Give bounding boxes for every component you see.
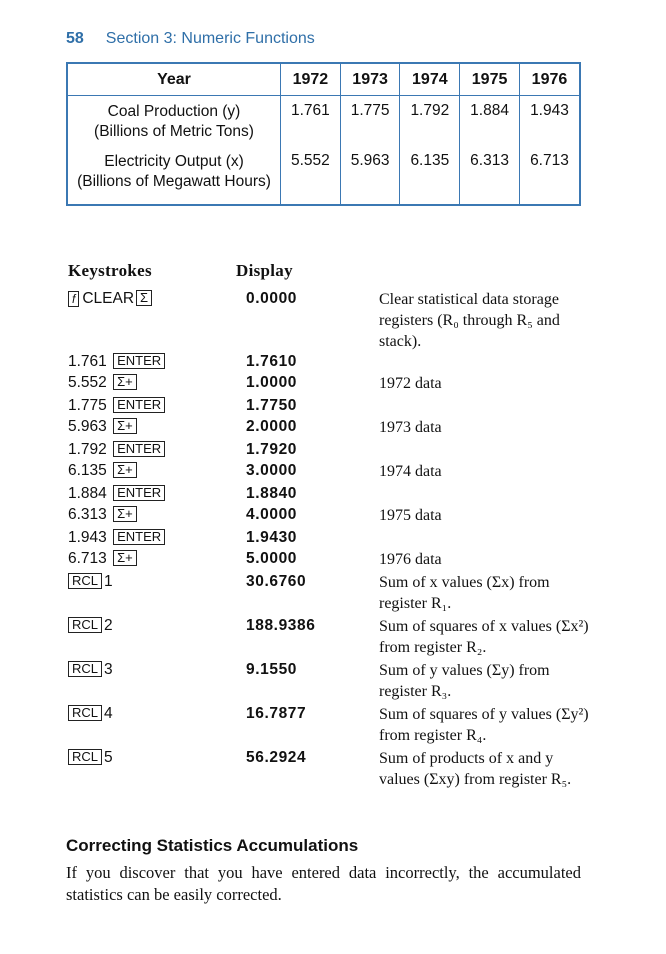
row-label-line: (Billions of Metric Tons): [94, 123, 254, 140]
row-label: [67, 96, 281, 151]
step-description: Sum of squares of y values (Σy²) from register R₄.: [379, 706, 589, 744]
table-cell: 1.792: [400, 96, 460, 151]
keystroke-cell: [68, 417, 139, 437]
display-value: 30.6760: [246, 573, 307, 590]
keystroke-cell: [68, 440, 167, 460]
table-row: [67, 96, 580, 151]
keystroke-cell: [68, 572, 113, 592]
table-cell: 5.552: [281, 150, 341, 205]
step-description: Clear statistical data storage registers (R₀ through R₅ and stack).: [379, 291, 560, 350]
step-description: 1972 data: [379, 375, 442, 392]
display-value: 1.7920: [246, 441, 298, 458]
keystroke-cell: [68, 528, 167, 548]
register-number: 1: [104, 573, 113, 590]
display-value: 56.2924: [246, 749, 307, 766]
display-value: 1.7750: [246, 397, 298, 414]
sigma-plus-key: Σ+: [113, 418, 137, 434]
display-heading: Display: [236, 261, 293, 280]
keystroke-cell: [68, 484, 167, 504]
register-number: 4: [104, 705, 113, 722]
keystroke-number: 6.313: [68, 506, 107, 523]
table-cell: 1.884: [460, 96, 520, 151]
sigma-plus-key: Σ+: [113, 462, 137, 478]
keystroke-cell: [68, 373, 139, 393]
row-label-line: (Billions of Megawatt Hours): [77, 173, 271, 190]
section-title-header: Section 3: Numeric Functions: [105, 30, 315, 47]
display-value: 1.8840: [246, 485, 298, 502]
body-paragraph: If you discover that you have entered data incorrectly, the accumulated statistics can be easily corrected.: [66, 863, 581, 904]
enter-key: ENTER: [113, 353, 165, 369]
enter-key: ENTER: [113, 529, 165, 545]
page-number: 58: [66, 30, 84, 47]
display-value: 1.0000: [246, 374, 298, 391]
year-cell: 1975: [460, 63, 520, 96]
year-cell: 1972: [281, 63, 341, 96]
row-label-line: Coal Production (y): [107, 103, 241, 120]
sigma-plus-key: Σ+: [113, 374, 137, 390]
rcl-key: RCL: [68, 705, 102, 721]
keystroke-cell: [68, 704, 113, 724]
display-value: 1.9430: [246, 529, 298, 546]
step-description: 1974 data: [379, 463, 442, 480]
year-cell: 1976: [519, 63, 580, 96]
table-cell: 6.313: [460, 150, 520, 205]
keystroke-number: 6.713: [68, 550, 107, 567]
display-value: 16.7877: [246, 705, 307, 722]
display-value: 188.9386: [246, 617, 316, 634]
keystroke-number: 1.775: [68, 397, 107, 414]
page-header: [66, 30, 315, 48]
register-number: 5: [104, 749, 113, 766]
keystroke-cell: [68, 461, 139, 481]
display-value: 2.0000: [246, 418, 298, 435]
rcl-key: RCL: [68, 661, 102, 677]
step-description: Sum of x values (Σx) from register R₁.: [379, 574, 550, 612]
step-description: 1973 data: [379, 419, 442, 436]
sigma-key: Σ: [136, 290, 152, 306]
display-value: 0.0000: [246, 290, 298, 307]
display-value: 4.0000: [246, 506, 298, 523]
data-table: [66, 62, 581, 206]
keystroke-cell: [68, 660, 113, 680]
row-label-line: Electricity Output (x): [104, 153, 244, 170]
keystroke-number: 1.761: [68, 353, 107, 370]
f-key: f: [68, 291, 79, 307]
keystroke-cell: [68, 616, 113, 636]
display-value: 3.0000: [246, 462, 298, 479]
table-cell: 6.135: [400, 150, 460, 205]
keystroke-cell: [68, 396, 167, 416]
table-cell: 5.963: [340, 150, 400, 205]
display-value: 9.1550: [246, 661, 298, 678]
rcl-key: RCL: [68, 617, 102, 633]
step-description: Sum of products of x and y values (Σxy) from register R₅.: [379, 750, 572, 788]
step-description: 1976 data: [379, 551, 442, 568]
keystroke-cell: [68, 505, 139, 525]
enter-key: ENTER: [113, 441, 165, 457]
enter-key: ENTER: [113, 397, 165, 413]
year-label: Year: [67, 63, 281, 96]
step-description: Sum of squares of x values (Σx²) from register R₂.: [379, 618, 589, 656]
step-description: Sum of y values (Σy) from register R₃.: [379, 662, 550, 700]
row-label: [67, 150, 281, 205]
section-heading: Correcting Statistics Accumulations: [66, 836, 359, 855]
keystroke-cell: [68, 549, 139, 569]
table-header-row: [67, 63, 580, 96]
table-cell: 1.943: [519, 96, 580, 151]
table-row: [67, 150, 580, 205]
keystroke-number: 1.884: [68, 485, 107, 502]
sigma-plus-key: Σ+: [113, 506, 137, 522]
keystroke-number: 1.792: [68, 441, 107, 458]
display-value: 1.7610: [246, 353, 298, 370]
rcl-key: RCL: [68, 573, 102, 589]
year-cell: 1974: [400, 63, 460, 96]
enter-key: ENTER: [113, 485, 165, 501]
keystroke-text: CLEAR: [82, 290, 135, 307]
display-value: 5.0000: [246, 550, 298, 567]
sigma-plus-key: Σ+: [113, 550, 137, 566]
table-cell: 1.761: [281, 96, 341, 151]
keystroke-number: 5.963: [68, 418, 107, 435]
keystroke-number: 5.552: [68, 374, 107, 391]
register-number: 3: [104, 661, 113, 678]
year-cell: 1973: [340, 63, 400, 96]
keystroke-number: 6.135: [68, 462, 107, 479]
step-description: 1975 data: [379, 507, 442, 524]
keystroke-cell: [68, 748, 113, 768]
table-cell: 1.775: [340, 96, 400, 151]
register-number: 2: [104, 617, 113, 634]
keystroke-number: 1.943: [68, 529, 107, 546]
keystroke-cell: [68, 289, 154, 309]
table-cell: 6.713: [519, 150, 580, 205]
rcl-key: RCL: [68, 749, 102, 765]
keystrokes-heading: Keystrokes: [68, 261, 152, 280]
keystroke-cell: [68, 352, 167, 372]
